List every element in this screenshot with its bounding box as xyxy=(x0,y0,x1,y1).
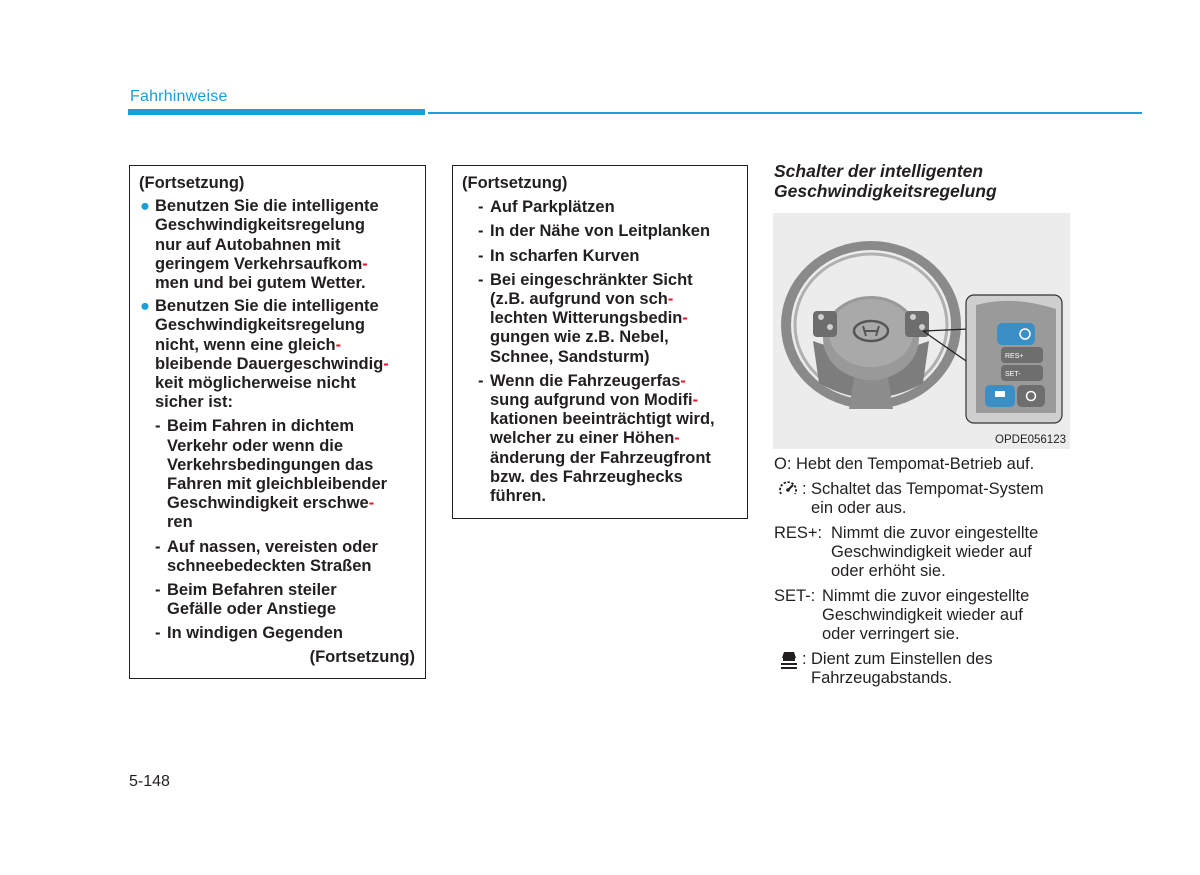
dash-symbol: - xyxy=(478,270,484,289)
dash-line: Gefälle oder Anstiege xyxy=(167,600,337,619)
switch-panel-detail xyxy=(966,295,1062,423)
dash-symbol: - xyxy=(155,581,161,600)
dash-item xyxy=(155,581,415,619)
warning-box-left xyxy=(129,165,426,679)
dash-symbol: - xyxy=(478,371,484,390)
section-title: Fahrhinweise xyxy=(130,88,228,105)
bullet-line: Benutzen Sie die intelligente xyxy=(155,197,379,216)
dash-line: bzw. des Fahrzeughecks xyxy=(490,467,683,486)
page-number: 5-148 xyxy=(129,773,170,790)
dash-item xyxy=(478,222,738,241)
dash-line: Bei eingeschränkter Sicht xyxy=(490,270,693,289)
dash-item xyxy=(155,417,415,532)
bullet-item xyxy=(139,297,415,412)
dash-line: kationen beeinträchtigt wird, xyxy=(490,410,715,429)
dash-line: lechten Witterungsbedin- xyxy=(490,309,688,328)
desc-cancel: O: Hebt den Tempomat-Betrieb auf. xyxy=(774,455,1035,473)
dash-item xyxy=(155,538,415,576)
dash-item xyxy=(478,247,738,266)
steering-wheel-illustration xyxy=(773,213,1070,449)
dash-line: schneebedeckten Straßen xyxy=(167,556,372,575)
dash-line: welcher zu einer Höhen- xyxy=(490,429,680,448)
bullet-line: keit möglicherweise nicht xyxy=(155,374,356,393)
bullet-dot-icon: ● xyxy=(140,297,150,316)
dash-line: In der Nähe von Leitplanken xyxy=(490,222,711,241)
bullet-line: Geschwindigkeitsregelung xyxy=(155,316,365,335)
continued-label-top: (Fortsetzung) xyxy=(139,174,245,192)
dash-line: Auf nassen, vereisten oder xyxy=(167,537,378,556)
desc-set: SET-: Nimmt die zuvor eingestellte Geschwindigkeit wieder auf oder verringert sie. xyxy=(774,587,1030,644)
bullet-line: Benutzen Sie die intelligente xyxy=(155,297,379,316)
dash-line: Geschwindigkeit erschwe- xyxy=(167,494,375,513)
dash-line: Beim Fahren in dichtem xyxy=(167,417,355,436)
dash-line: (z.B. aufgrund von sch- xyxy=(490,290,674,309)
dash-line: Schnee, Sandsturm) xyxy=(490,347,650,366)
dash-line: sung aufgrund von Modifi- xyxy=(490,391,699,410)
dash-line: Wenn die Fahrzeugerfas- xyxy=(490,371,686,390)
dash-symbol: - xyxy=(155,624,161,643)
dash-line: Auf Parkplätzen xyxy=(490,198,615,217)
dash-line: führen. xyxy=(490,487,546,506)
dash-symbol: - xyxy=(478,246,484,265)
bullet-line: nicht, wenn eine gleich- xyxy=(155,335,342,354)
dash-line: änderung der Fahrzeugfront xyxy=(490,448,711,467)
cancel-o-icon xyxy=(1017,385,1045,407)
dash-line: Verkehrsbedingungen das xyxy=(167,455,374,474)
dash-symbol: - xyxy=(155,537,161,556)
header-bar-thick xyxy=(128,109,425,115)
svg-text:RES+: RES+ xyxy=(1005,353,1024,360)
bullet-line: men und bei gutem Wetter. xyxy=(155,274,366,293)
dash-item xyxy=(478,372,738,506)
bullet-line: bleibende Dauergeschwindig- xyxy=(155,354,389,373)
bullet-dot-icon: ● xyxy=(140,197,150,216)
dash-line: ren xyxy=(167,513,193,532)
vehicle-distance-icon xyxy=(779,649,799,676)
bullet-line: Geschwindigkeitsregelung xyxy=(155,216,365,235)
bullet-item xyxy=(139,197,415,293)
dash-symbol: - xyxy=(478,222,484,241)
steering-wheel-figure xyxy=(773,213,1070,449)
dash-line: In scharfen Kurven xyxy=(490,246,640,265)
dash-line: Beim Befahren steiler xyxy=(167,581,337,600)
svg-text:SET-: SET- xyxy=(1005,371,1021,378)
dash-line: Fahren mit gleichbleibender xyxy=(167,475,388,494)
steering-wheel-icon xyxy=(781,241,961,409)
dash-symbol: - xyxy=(155,417,161,436)
desc-cruise: : Schaltet das Tempomat-System ein oder aus. xyxy=(774,480,1071,518)
header-bar-thin xyxy=(428,112,1142,114)
bullet-line: sicher ist: xyxy=(155,393,233,412)
cruise-speedometer-icon xyxy=(777,479,799,504)
desc-res: RES+: Nimmt die zuvor eingestellte Geschwindigkeit wieder auf oder erhöht sie. xyxy=(774,524,1039,581)
dash-line: In windigen Gegenden xyxy=(167,624,344,643)
dash-line: Verkehr oder wenn die xyxy=(167,436,344,455)
desc-distance: : Dient zum Einstellen des Fahrzeugabstands. xyxy=(774,650,1071,688)
dash-symbol: - xyxy=(478,198,484,217)
warning-box-middle xyxy=(452,165,748,519)
continued-label-bottom: (Fortsetzung) xyxy=(309,647,415,666)
figure-code: OPDE056123 xyxy=(995,434,1066,446)
bullet-line: nur auf Autobahnen mit xyxy=(155,235,341,254)
dash-item xyxy=(155,624,415,643)
bullet-line: geringem Verkehrsaufkom- xyxy=(155,254,368,273)
dash-line: gungen wie z.B. Nebel, xyxy=(490,328,669,347)
dash-item xyxy=(478,198,738,217)
continued-label-top: (Fortsetzung) xyxy=(462,174,568,192)
dash-item xyxy=(478,271,738,367)
switch-section-heading: Schalter der intelligenten Geschwindigkeitsregelung xyxy=(774,161,997,201)
